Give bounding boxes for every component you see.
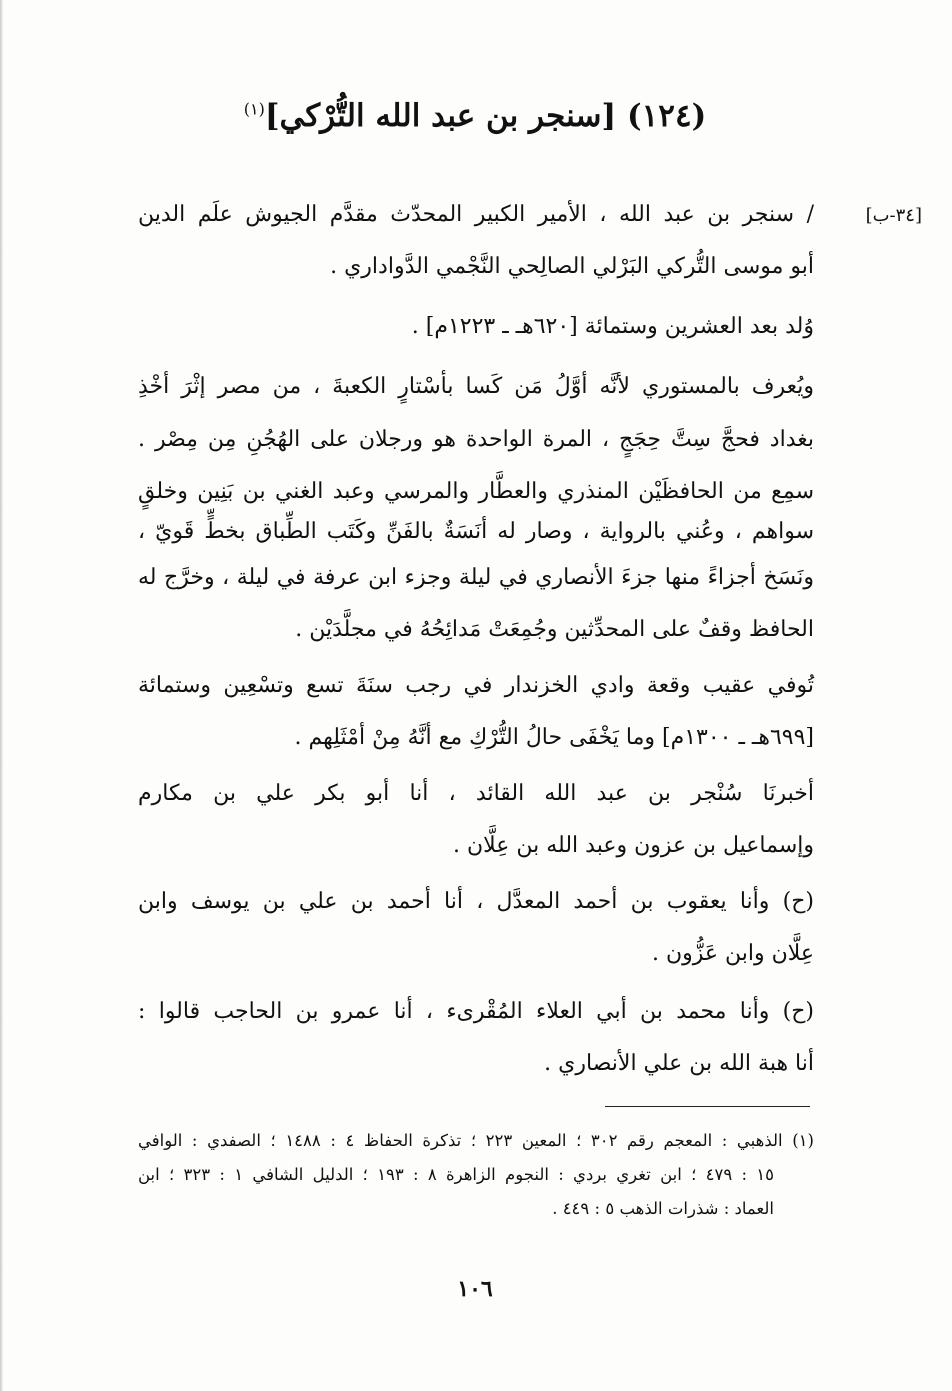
text-line: عِلَّان وابن عَزُّون .: [651, 941, 814, 966]
text-line: أخبرنَا سُنْجر بن عبد الله القائد ، أنا أبو بكر علي بن مكارم: [138, 781, 814, 806]
manuscript-folio-ref: [٣٤-ب]: [865, 205, 922, 226]
text-line: سواهم ، وعُني بالرواية ، وصار له أنَسَةٌ بالفَنِّ وكَتَب الطِّباق بخطٍّ قَويّ ،: [138, 519, 814, 544]
text-line: أنا هبة الله بن علي الأنصاري .: [544, 1051, 814, 1076]
scan-edge: [0, 0, 3, 1391]
text-line: / سنجر بن عبد الله ، الأمير الكبير المحدّث مقدَّم الجيوش علَم الدين: [138, 202, 814, 227]
text-line: بغداد فحجَّ سِتَّ حِجَجٍ ، المرة الواحدة هو ورجلان على الهُجُنِ مِن مِصْر .: [138, 427, 814, 452]
text-line: (ح) وأنا محمد بن أبي العلاء المُقْرىء ، أنا عمرو بن الحاجب قالوا :: [138, 999, 814, 1024]
footnote-line: ١٥ : ٤٧٩ ؛ ابن تغري بردي : النجوم الزاهرة ٨ : ١٩٣ ؛ الدليل الشافي ١ : ٣٢٣ ؛ ابن: [138, 1165, 775, 1184]
text-line: سمِع من الحافظَيْن المنذري والعطَّار والمرسي وعبد الغني بن بَنِين وخلقٍ: [138, 479, 814, 504]
text-line: وُلد بعد العشرين وستمائة [٦٢٠هـ ـ ١٢٢٣م] .: [411, 314, 814, 339]
entry-title: (١٢٤) [سنجر بن عبد الله التُّرْكي]: [264, 98, 707, 134]
text-line: وإسماعيل بن عزون وعبد الله بن عِلَّان .: [453, 833, 814, 858]
page-number: ١٠٦: [457, 1276, 493, 1302]
text-line: أبو موسى التُّركي البَرْلي الصالِحي النَّجْمي الدَّواداري .: [330, 254, 814, 279]
footnote-marker: (١): [243, 99, 265, 119]
text-line: تُوفي عقيب وقعة وادي الخزندار في رجب سنَةَ تسع وتسْعِين وستمائة: [138, 673, 814, 698]
text-line: [٦٩٩هـ ـ ١٣٠٠م] وما يَخْفَى حالُ التُّرْكِ مع أنَّهُ مِنْ أمْثَلِهم .: [294, 725, 814, 750]
footnote-line: العماد : شذرات الذهب ٥ : ٤٤٩ .: [552, 1199, 774, 1218]
text-line: ويُعرف بالمستوري لأنَّه أوَّلُ مَن كَسا بأسْتارٍ الكعبةَ ، من مصر إثْرَ أخْذِ: [138, 374, 814, 399]
footnote-divider: [605, 1106, 810, 1107]
footnote-line: (١) الذهبي : المعجم رقم ٣٠٢ ؛ المعين ٢٢٣ ؛ تذكرة الحفاظ ٤ : ١٤٨٨ ؛ الصفدي : الوافي: [138, 1131, 814, 1150]
entry-heading: [240, 98, 710, 134]
text-line: (ح) وأنا يعقوب بن أحمد المعدَّل ، أنا أحمد بن علي بن يوسف وابن: [138, 889, 814, 914]
text-line: الحافظ وقفٌ على المحدِّثين وجُمِعَتْ مَدائِحُهُ في مجلَّدَيْن .: [295, 617, 814, 642]
text-line: ونَسَخ أجزاءً منها جزءَ الأنصاري في ليلة وجزء ابن عرفة في ليلة ، وخرَّج له: [138, 565, 814, 590]
